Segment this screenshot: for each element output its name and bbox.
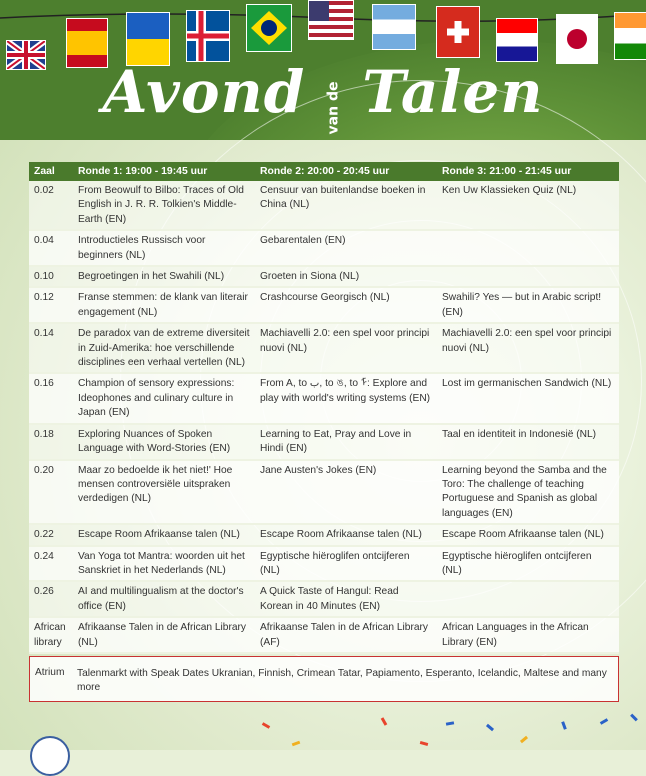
cell-ronde-3: Machiavelli 2.0: een spel voor principi nuovi (NL) (437, 323, 619, 373)
cell-ronde-3: Egyptische hiëroglifen ontcijferen (NL) (437, 546, 619, 582)
cell-ronde-2: Egyptische hiëroglifen ontcijferen (NL) (255, 546, 437, 582)
cell-ronde-1: Afrikaanse Talen in de African Library (NL) (73, 617, 255, 653)
cell-zaal: 0.22 (29, 524, 73, 545)
cell-zaal: 0.24 (29, 546, 73, 582)
cell-ronde-3 (437, 266, 619, 287)
cell-ronde-1: Van Yoga tot Mantra: woorden uit het Sanskriet in het Nederlands (NL) (73, 546, 255, 582)
flag-croatia-icon (496, 18, 538, 62)
table-header-row (29, 162, 619, 181)
cell-ronde-1: From Beowulf to Bilbo: Traces of Old English in J. R. R. Tolkien's Middle-Earth (EN) (73, 181, 255, 230)
flag-usa-icon (308, 0, 354, 40)
table-row (29, 546, 619, 582)
cell-zaal: 0.14 (29, 323, 73, 373)
cell-ronde-1: Exploring Nuances of Spoken Language with Word-Stories (EN) (73, 424, 255, 460)
cell-ronde-1: Escape Room Afrikaanse talen (NL) (73, 524, 255, 545)
table-row (29, 460, 619, 525)
table-row (29, 617, 619, 653)
atrium-description: Talenmarkt with Speak Dates Ukranian, Finnish, Crimean Tatar, Papiamento, Esperanto, Icelandic, Maltese and many more (77, 668, 607, 694)
atrium-zaal: Atrium (35, 667, 65, 678)
atrium-row (29, 656, 619, 702)
cell-ronde-2: Learning to Eat, Pray and Love in Hindi (EN) (255, 424, 437, 460)
header-ronde-2: Ronde 2: 20:00 - 20:45 uur (255, 162, 437, 181)
banner (0, 0, 646, 140)
cell-ronde-1: Begroetingen in het Swahili (NL) (73, 266, 255, 287)
cell-zaal: 0.04 (29, 230, 73, 266)
event-title (0, 58, 646, 135)
cell-ronde-2: From A, to ب, to ঙ, to ᠮ: Explore and play with world's writing systems (EN) (255, 373, 437, 423)
table-row (29, 524, 619, 545)
title-van-de: van de (325, 81, 342, 135)
cell-ronde-3: Escape Room Afrikaanse talen (NL) (437, 524, 619, 545)
table-row (29, 266, 619, 287)
cell-ronde-1: Introductieles Russisch voor beginners (NL) (73, 230, 255, 266)
cell-ronde-3: Lost im germanischen Sandwich (NL) (437, 373, 619, 423)
cell-ronde-3: Learning beyond the Samba and the Toro: The challenge of teaching Portuguese and Spanish as global languages (EN) (437, 460, 619, 525)
cell-ronde-3: Swahili? Yes — but in Arabic script! (EN) (437, 287, 619, 323)
cell-zaal: 0.16 (29, 373, 73, 423)
cell-ronde-1: Maar zo bedoelde ik het niet!' Hoe mensen controversiële uitspraken verdedigen (NL) (73, 460, 255, 525)
schedule-table (29, 162, 619, 654)
university-seal-icon (30, 736, 70, 776)
header-zaal: Zaal (29, 162, 73, 181)
cell-ronde-1: AI and multilingualism at the doctor's office (EN) (73, 581, 255, 617)
table-row (29, 230, 619, 266)
cell-ronde-2: Censuur van buitenlandse boeken in China (NL) (255, 181, 437, 230)
cell-ronde-2: A Quick Taste of Hangul: Read Korean in 40 Minutes (EN) (255, 581, 437, 617)
cell-ronde-3: African Languages in the African Library (EN) (437, 617, 619, 653)
flag-japan-icon (556, 14, 598, 64)
cell-zaal: 0.18 (29, 424, 73, 460)
flag-brazil-icon (246, 4, 292, 52)
cell-ronde-2: Machiavelli 2.0: een spel voor principi nuovi (NL) (255, 323, 437, 373)
header-ronde-3: Ronde 3: 21:00 - 21:45 uur (437, 162, 619, 181)
flag-argentina-icon (372, 4, 416, 50)
flag-iceland-icon (186, 10, 230, 62)
cell-ronde-3: Ken Uw Klassieken Quiz (NL) (437, 181, 619, 230)
cell-ronde-2: Escape Room Afrikaanse talen (NL) (255, 524, 437, 545)
cell-ronde-1: Champion of sensory expressions: Ideophones and culinary culture in Japan (EN) (73, 373, 255, 423)
cell-zaal: African library (29, 617, 73, 653)
flag-india-icon (614, 12, 646, 60)
table-row (29, 323, 619, 373)
title-talen: Talen (362, 58, 544, 126)
table-row (29, 424, 619, 460)
header-ronde-1: Ronde 1: 19:00 - 19:45 uur (73, 162, 255, 181)
cell-zaal: 0.10 (29, 266, 73, 287)
cell-ronde-3 (437, 581, 619, 617)
cell-ronde-2: Jane Austen's Jokes (EN) (255, 460, 437, 525)
table-row (29, 287, 619, 323)
cell-zaal: 0.02 (29, 181, 73, 230)
table-row (29, 373, 619, 423)
cell-zaal: 0.26 (29, 581, 73, 617)
cell-ronde-3: Taal en identiteit in Indonesië (NL) (437, 424, 619, 460)
cell-zaal: 0.12 (29, 287, 73, 323)
cell-ronde-1: Franse stemmen: de klank van literair engagement (NL) (73, 287, 255, 323)
flag-switzerland-icon (436, 6, 480, 58)
cell-ronde-2: Crashcourse Georgisch (NL) (255, 287, 437, 323)
title-avond: Avond (102, 58, 306, 126)
cell-ronde-2: Afrikaanse Talen in de African Library (AF) (255, 617, 437, 653)
cell-ronde-2: Groeten in Siona (NL) (255, 266, 437, 287)
cell-ronde-3 (437, 230, 619, 266)
cell-zaal: 0.20 (29, 460, 73, 525)
cell-ronde-1: De paradox van de extreme diversiteit in Zuid-Amerika: hoe verschillende disciplines een verhaal vertellen (NL) (73, 323, 255, 373)
cell-ronde-2: Gebarentalen (EN) (255, 230, 437, 266)
table-row (29, 581, 619, 617)
table-row (29, 181, 619, 230)
